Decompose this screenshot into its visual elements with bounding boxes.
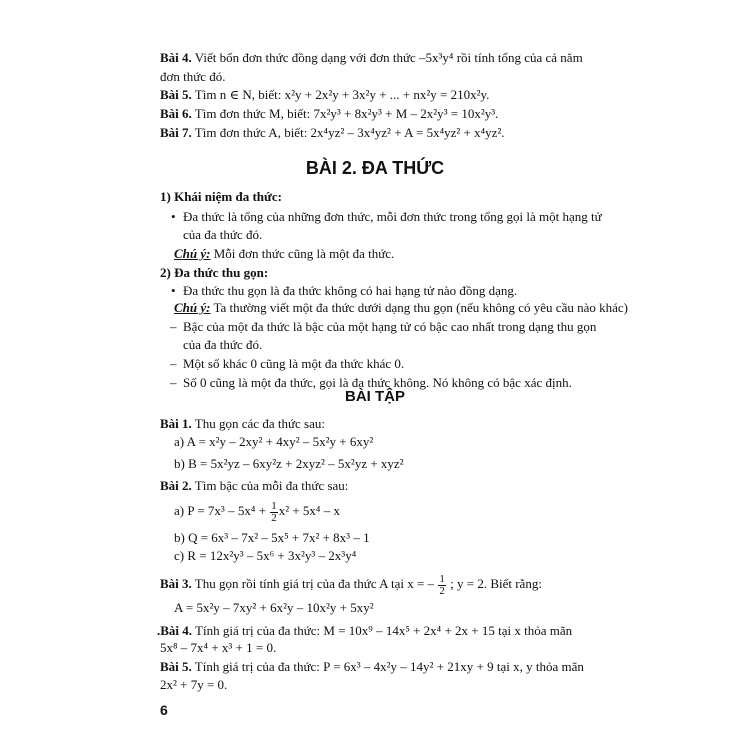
exercise-title: BÀI TẬP [345,388,405,405]
fraction: $\frac{1}{2}$ [439,572,445,597]
theory-heading-2: 2) Đa thức thu gọn: [160,265,269,280]
ex-2: Bài 2. Tìm bậc của mỗi đa thức sau: [160,478,349,493]
ex-3: Bài 3. Thu gọn rồi tính giá trị của đa thức A tại x = – $\frac{1}{2}$ ; y = 2. Biết rằng: [160,572,542,597]
ex-prev-4-cont: đơn thức đó. [160,69,226,84]
ex-4: .Bài 4. Tính giá trị của đa thức: M = 10x⁹ – 14x⁵ + 2x⁴ + 2x + 15 tại x thỏa mãn [157,623,573,638]
theory-bullet-2: • Đa thức thu gọn là đa thức không có hai hạng tử nào đồng dạng. [183,283,517,299]
ex-3-expr: A = 5x²y – 7xy² + 6x²y – 10x²y + 5xy² [174,600,374,615]
ex-prev-6: Bài 6. Tìm đơn thức M, biết: 7x²y³ + 8x²y³ + M – 2x²y³ = 10x²y³. [160,106,499,121]
theory-note-1: Chú ý: Mỗi đơn thức cũng là một đa thức. [174,246,395,261]
ex-prev-4: Bài 4. Viết bốn đơn thức đồng dạng với đơn thức –5x³y⁴ rồi tính tổng của cả năm [160,50,583,65]
theory-dash-2: – Một số khác 0 cũng là một đa thức khác 0. [183,356,404,372]
page-number: 6 [160,702,168,718]
theory-heading-1: 1) Khái niệm đa thức: [160,189,282,204]
ex-1b: b) B = 5x²yz – 6xy²z + 2xyz² – 5x²yz + xyz² [174,456,404,471]
theory-dash-3: – Số 0 cũng là một đa thức, gọi là đa thức không. Nó không có bậc xác định. [183,375,572,391]
fraction: $\frac{1}{2}$ [271,499,277,524]
section-title: BÀI 2. ĐA THỨC [305,158,445,178]
ex-2b: b) Q = 6x³ – 7x² – 5x⁵ + 7x² + 8x³ – 1 [174,530,370,545]
theory-dash-1-cont: của đa thức đó. [183,337,263,352]
theory-dash-1: – Bậc của một đa thức là bậc của một hạng tử có bậc cao nhất trong dạng thu gọn [183,319,596,335]
ex-1a: a) A = x²y – 2xy² + 4xy² – 5x²y + 6xy² [174,434,374,449]
theory-bullet-1-cont: của đa thức đó. [183,227,263,242]
ex-prev-5: Bài 5. Tìm n ∈ N, biết: x²y + 2x²y + 3x²y + ... + nx²y = 210x²y. [160,87,490,102]
ex-5-cont: 2x² + 7y = 0. [160,677,228,692]
ex-2c: c) R = 12x²y³ – 5x⁶ + 3x²y³ – 2x³y⁴ [174,548,357,563]
ex-4-cont: 5x⁸ – 7x⁴ + x³ + 1 = 0. [160,640,277,655]
theory-note-2: Chú ý: Ta thường viết một đa thức dưới dạng thu gọn (nếu không có yêu cầu nào khác) [174,300,628,315]
ex-5: Bài 5. Tính giá trị của đa thức: P = 6x³ – 4x²y – 14y² + 21xy + 9 tại x, y thỏa mãn [160,659,584,674]
ex-2a: a) P = 7x³ – 5x⁴ + $\frac{1}{2}$ x² + 5x⁴ – x [174,499,340,524]
ex-1: Bài 1. Thu gọn các đa thức sau: [160,416,325,431]
ex-prev-7: Bài 7. Tìm đơn thức A, biết: 2x⁴yz² – 3x⁴yz² + A = 5x⁴yz² + x⁴yz². [160,125,505,140]
theory-bullet-1: • Đa thức là tổng của những đơn thức, mỗi đơn thức trong tổng gọi là một hạng tử [183,209,602,225]
